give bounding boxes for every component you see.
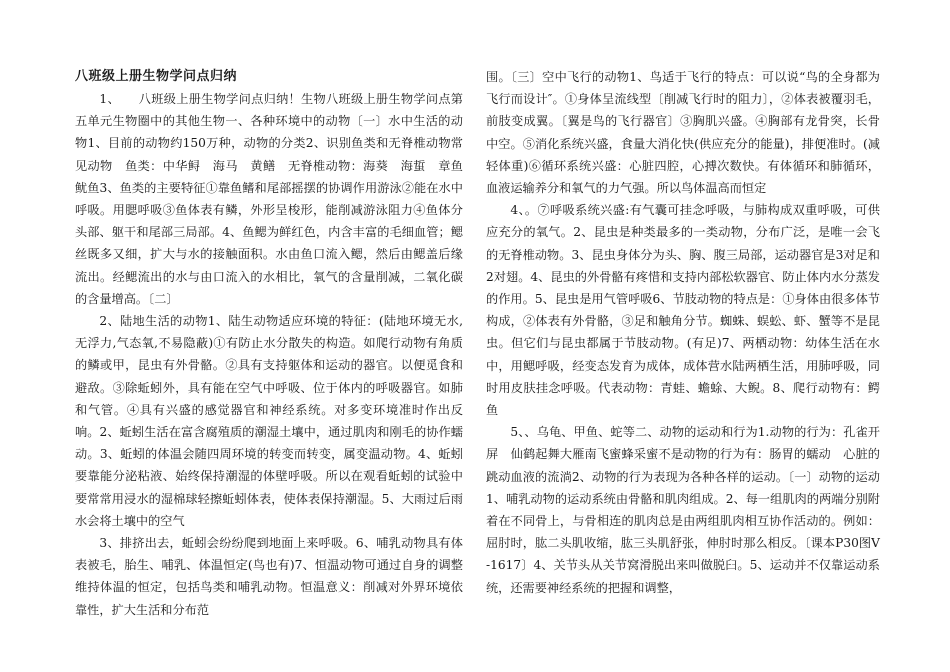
paragraph-1: 1、 八班级上册生物学问点归纳！生物八班级上册生物学问点第五单元生物圈中的其他生物一、各种环境中的动物〔一〕水中生活的动物1、目前的动物约150万种，动物的分类2、识别鱼类和无脊椎动物常见动物 鱼类：中华鲟 海马 黄鳝 无脊椎动物：海葵 海蜇 章鱼 鱿鱼3、鱼类的主要特征①靠鱼鳍和尾部摇摆的协调作用游泳②能在水中呼吸。用腮呼吸③鱼体表有鳞，外形呈梭形，能削减游泳阻力④鱼体分头部、躯干和尾部三局部。4、鱼鳃为鲜红色，内含丰富的毛细血管；鳃丝既多又细，扩大与水的接触面积。水由鱼口流入鳃，然后由鳃盖后缘流出。经鳃流出的水与由口流入的水相比，氧气的含量削减，二氧化碳的含量增高。〔二〕: [75, 92, 476, 306]
document-title: 八班级上册生物学问点归纳: [75, 69, 238, 84]
left-column: [75, 66, 476, 666]
paragraph-4: 围。〔三〕空中飞行的动物1、鸟适于飞行的特点：可以说“鸟的全身都为飞行而设计″。①身体呈流线型〔削减飞行时的阻力〕，②体表被覆羽毛，前肢变成翼。〔翼是鸟的飞行器官〕③胸肌兴盛。④胸部有龙骨突，长骨中空。⑤消化系统兴盛，食量大消化快(供应充分的能量)，排便准时。(减轻体重)⑥循环系统兴盛：心脏四腔，心搏次数快。有体循环和肺循环，血液运输养分和氧气的力气强。所以鸟体温高而恒定: [486, 70, 880, 196]
paragraph-6: 5、、乌龟、甲鱼、蛇等二、动物的运动和行为1.动物的行为：孔雀开屏 仙鹤起舞大雁南飞蜜蜂采蜜不是动物的行为有：肠胃的蠕动 心脏的跳动血液的流淌2、动物的行为表现为各种各样的运动。〔一〕动物的运动1、哺乳动物的运动系统由骨骼和肌肉组成。2、每一组肌肉的两端分别附着在不同骨上，与骨相连的肌肉总是由两组肌肉相互协作活动的。例如：屈肘时，肱二头肌收缩，肱三头肌舒张，伸肘时那么相反。〔课本P30图V-1617〕4、关节头从关节窝滑脱出来叫做脱臼。5、运动并不仅靠运动系统，还需要神经系统的把握和调整，: [486, 425, 880, 595]
paragraph-2: 2、陆地生活的动物1、陆生动物适应环境的特征：(陆地环境无水,无浮力,气态氧,不易隐蔽)①有防止水分散失的构造。如爬行动物有角质的鳞或甲，昆虫有外骨骼。②具有支持躯体和运动的器官。以便觅食和避敌。③除蚯蚓外，具有能在空气中呼吸、位于体内的呼吸器官。如肺和气管。④具有兴盛的感觉器官和神经系统。对多变环境准时作出反响。2、蚯蚓生活在富含腐殖质的潮湿土壤中，通过肌肉和刚毛的协作蠕动。3、蚯蚓的体温会随四周环境的转变而转变，属变温动物。4、蚯蚓要靠能分泌粘液、始终保持潮湿的体壁呼吸。所以在观看蚯蚓的试验中要常常用浸水的湿棉球轻擦蚯蚓体表，使体表保持潮湿。5、大雨过后雨水会将土壤中的空气: [75, 314, 463, 528]
paragraph-5: 4、。⑦呼吸系统兴盛:有气囊可挂念呼吸，与肺构成双重呼吸，可供应充分的氧气。2、昆虫是种类最多的一类动物，分布广泛，是唯一会飞的无脊椎动物。3、昆虫身体分为头、胸、腹三局部，运动器官是3对足和2对翅。4、昆虫的外骨骼有疼惜和支持内部松软器官、防止体内水分蒸发的作用。5、昆虫是用气管呼吸6、节肢动物的特点是：①身体由很多体节构成，②体表有外骨骼，③足和触角分节。蜘蛛、蜈蚣、虾、蟹等不是昆虫。但它们与昆虫都属于节肢动物。(有足)7、两栖动物：幼体生活在水中，用鳃呼吸，经变态发育为成体，成体营水陆两栖生活，用肺呼吸，同时用皮肤挂念呼吸。代表动物：青蛙、蟾蜍、大鲵。8、爬行动物有：鳄鱼: [486, 203, 880, 418]
right-column: [486, 66, 880, 672]
paragraph-3: 3、排挤出去，蚯蚓会纷纷爬到地面上来呼吸。6、哺乳动物具有体表被毛，胎生、哺乳、体温恒定(鸟也有)7、恒温动物可通过自身的调整维持体温的恒定，包括鸟类和哺乳动物。恒温意义：削减对外界环境依靠性，扩大生活和分布范: [75, 536, 463, 617]
